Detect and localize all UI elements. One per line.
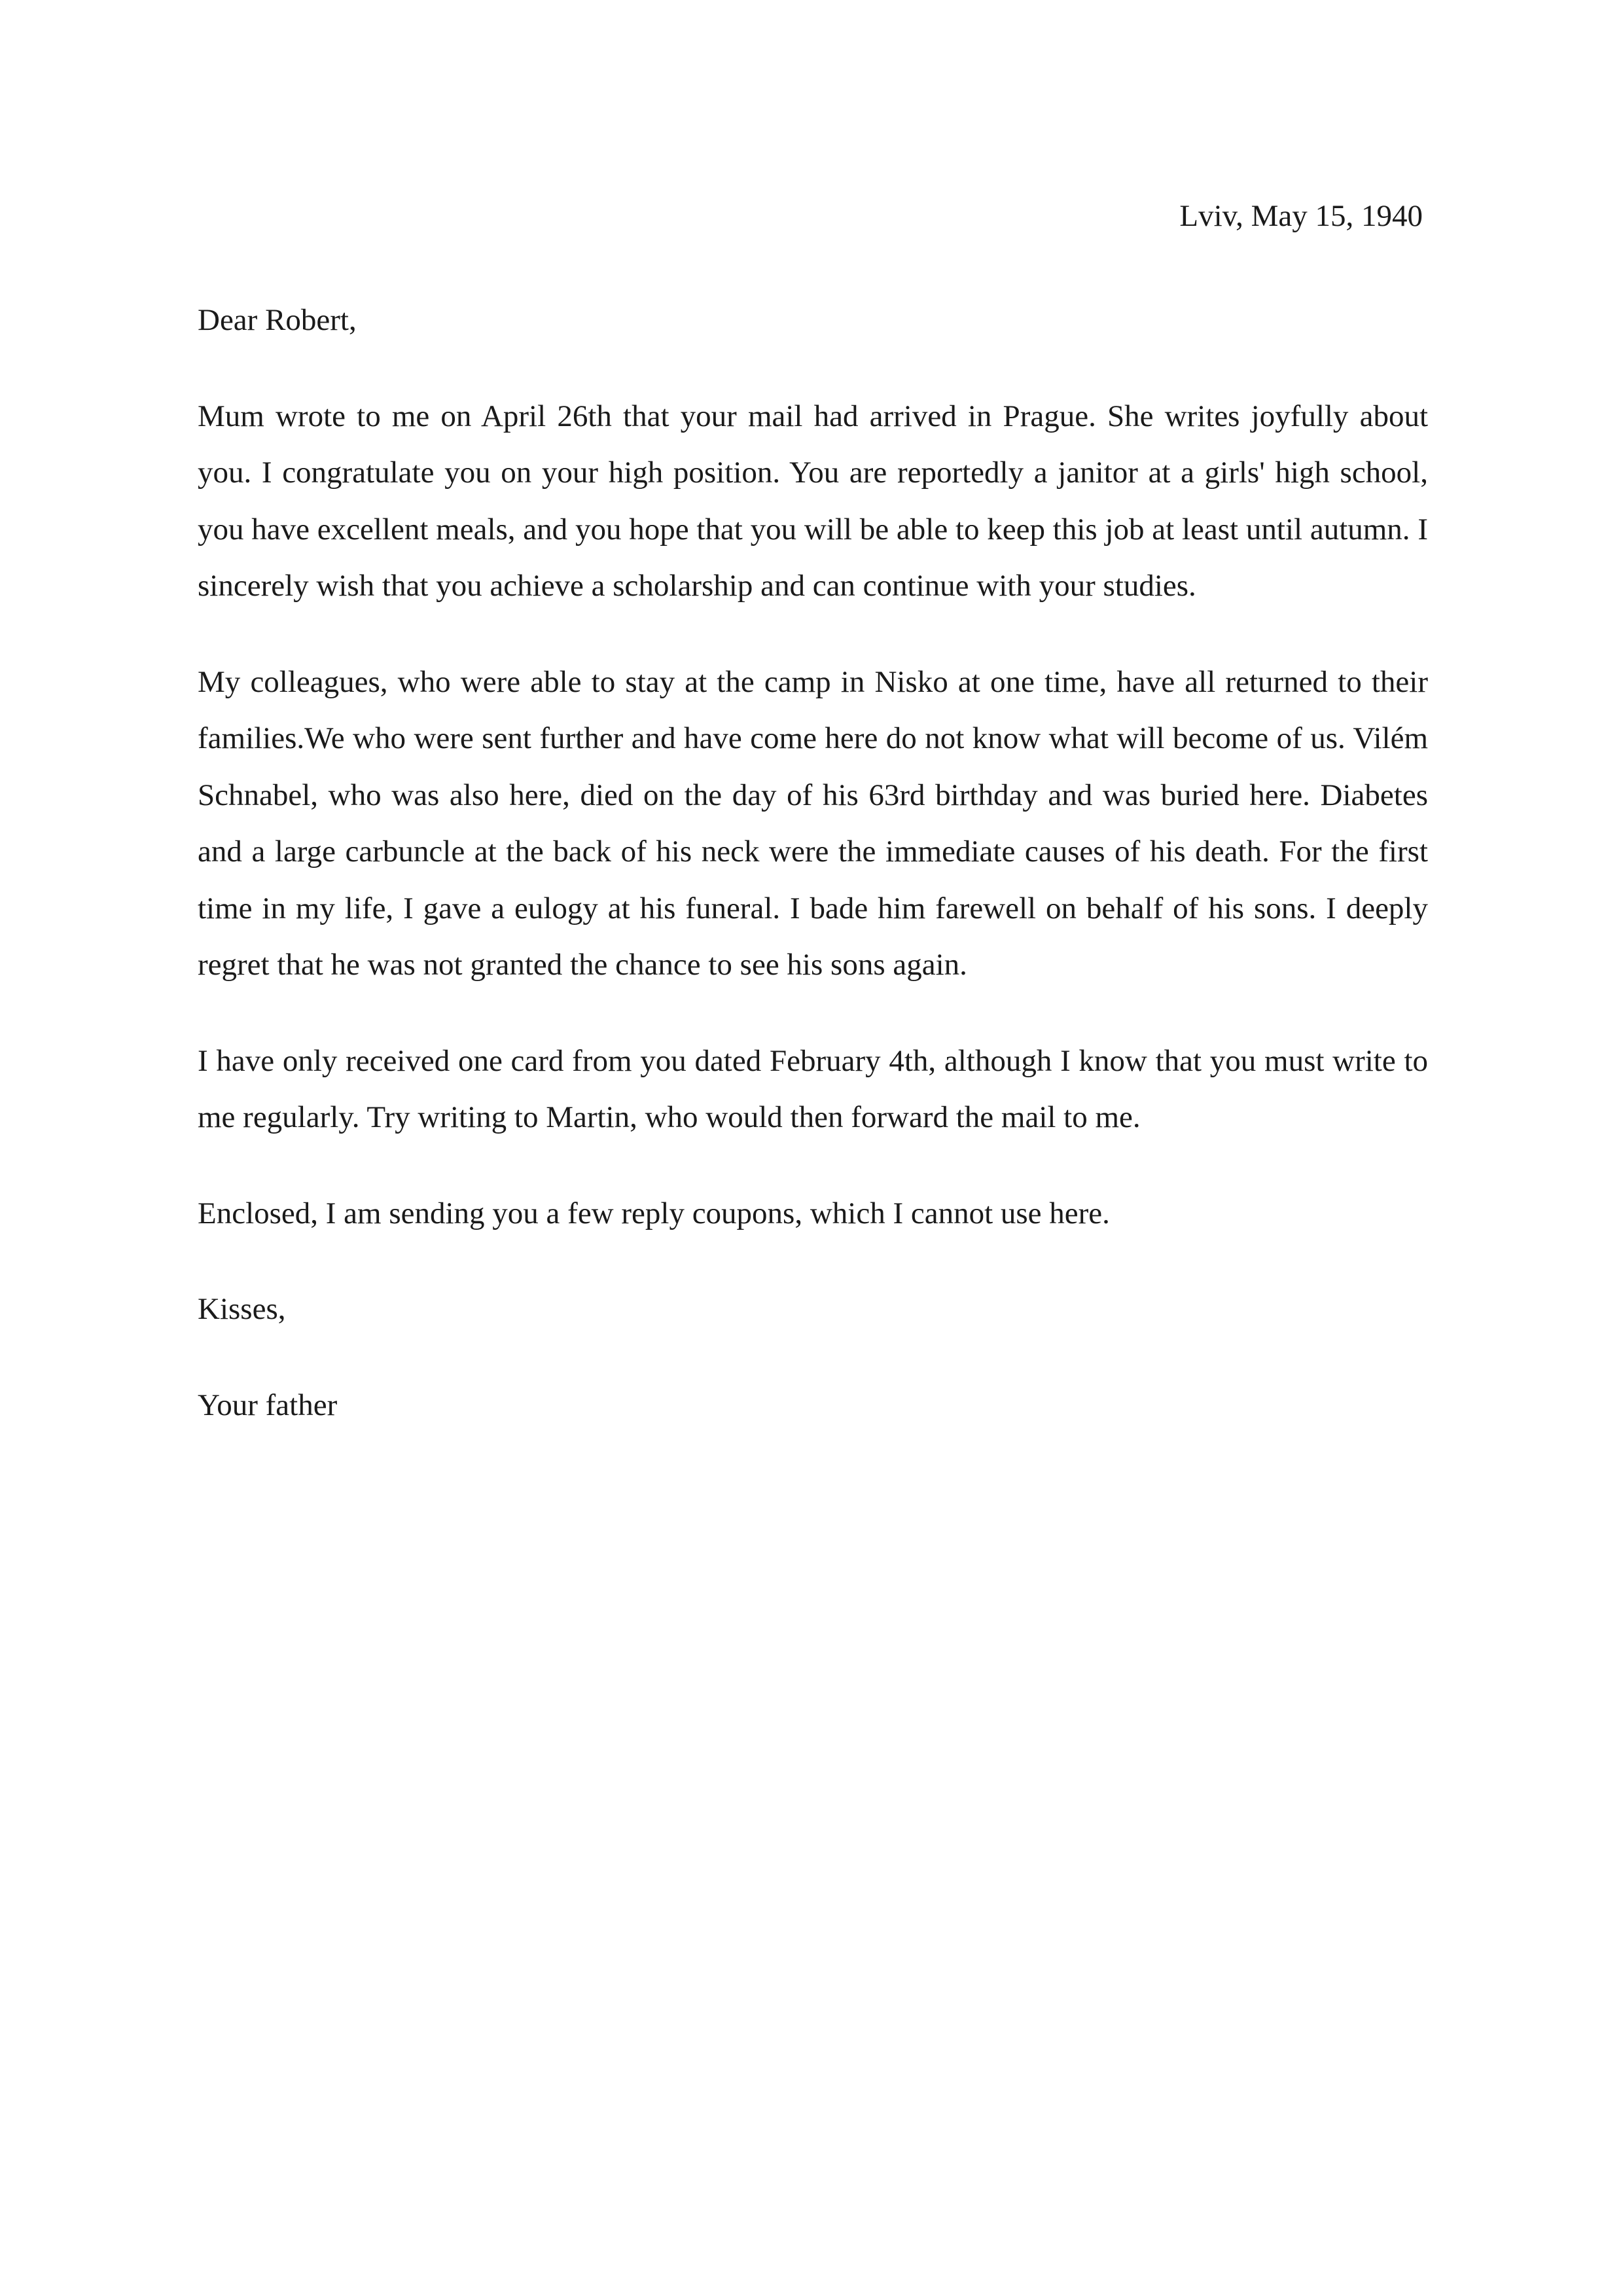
paragraph-4: Enclosed, I am sending you a few reply coupons, which I cannot use here. (198, 1196, 1110, 1230)
salutation: Dear Robert, (198, 303, 357, 337)
signature: Your father (198, 1388, 338, 1422)
letter-body (198, 292, 1428, 1433)
paragraph-3: I have only received one card from you dated February 4th, although I know that you must write to me regularly. Try writing to Martin, who would then forward the mail to me. (198, 1043, 1428, 1134)
paragraph-2: My colleagues, who were able to stay at the camp in Nisko at one time, have all returned to their families.We who were sent further and have come here do not know what will become of us. Vilém Schnabel, who was also here, died on the day of his 63rd birthday and was buried here. Diabetes and a large carbuncle at the back of his neck were the immediate causes of his death. For the first time in my life, I gave a eulogy at his funeral. I bade him farewell on behalf of his sons. I deeply regret that he was not granted the chance to see his sons again. (198, 664, 1428, 982)
closing: Kisses, (198, 1292, 286, 1326)
paragraph-1: Mum wrote to me on April 26th that your mail had arrived in Prague. She writes joyfully about you. I congratulate you on your high position. You are reportedly a janitor at a girls' high school, you have excellent meals, and you hope that you will be able to keep this job at least until autumn. I sincerely wish that you achieve a scholarship and can continue with your studies. (198, 399, 1428, 603)
place-date: Lviv, May 15, 1940 (1179, 199, 1423, 233)
